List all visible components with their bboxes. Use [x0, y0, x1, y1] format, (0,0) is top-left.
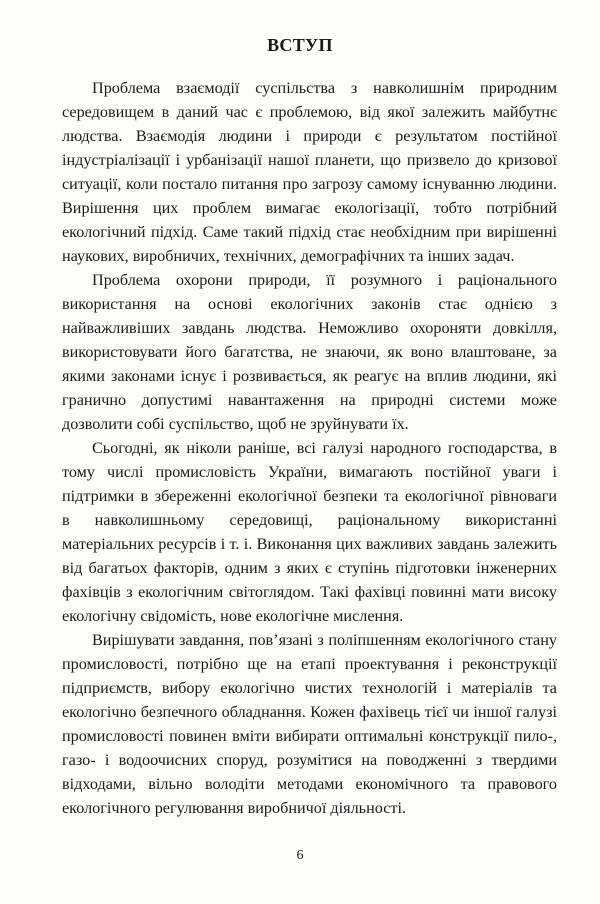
text-line: гранично допустимі навантаження на природні системи може — [62, 391, 557, 409]
text-line: використовувати його багатства, не знаючи, як воно влаштоване, за — [62, 343, 557, 361]
text-line: фахівців з екологічним світоглядом. Такі фахівці повинні мати високу — [62, 583, 557, 601]
text-line: дозволити собі суспільство, щоб не зруйнувати їх. — [62, 415, 409, 433]
text-line: тому числі промисловість України, вимагають постійної уваги і — [62, 463, 557, 481]
text-line: відходами, вільно володіти методами економічного та правового — [62, 775, 557, 793]
text-line: промисловості, потрібно ще на етапі проектування і реконструкції — [62, 655, 557, 673]
page-title: ВСТУП — [267, 35, 333, 55]
text-line: наукових, виробничих, технічних, демографічних та інших задач. — [62, 247, 515, 265]
paragraph — [62, 268, 557, 436]
text-line: середовищем в даний час є проблемою, від якої залежить майбутнє — [62, 103, 557, 121]
text-line: Проблема охорони природи, її розумного і раціонального — [92, 271, 557, 289]
text-line: Вирішувати завдання, пов’язані з поліпшенням екологічного стану — [92, 631, 557, 649]
page-number: 6 — [296, 848, 304, 863]
paragraph — [62, 628, 557, 820]
text-line: від багатьох факторів, одним з яких є ступінь підготовки інженерних — [62, 559, 557, 577]
paragraph — [62, 436, 557, 628]
text-line: в навколишньому середовищі, раціональному використанні — [62, 511, 557, 529]
text-line: екологічного регулювання виробничої діяльності. — [62, 799, 407, 817]
text-line: Вирішення цих проблем вимагає екологізації, тобто потрібний — [62, 199, 557, 217]
text-line: найважливіших завдань людства. Неможливо охороняти довкілля, — [62, 319, 557, 337]
text-line: екологічний підхід. Саме такий підхід стає необхідним при вирішенні — [62, 223, 557, 241]
text-line: людства. Взаємодія людини і природи є результатом постійної — [62, 127, 557, 145]
paragraph — [62, 76, 557, 268]
text-line: ситуації, коли постало питання про загрозу самому існуванню людини. — [62, 175, 557, 193]
text-line: промисловості повинен вміти вибирати оптимальні конструкції пило-, — [62, 727, 557, 745]
text-line: якими законами існує і розвивається, як реагує на вплив людини, які — [62, 367, 557, 385]
text-line: підприємств, вибору екологічно чистих технологій і матеріалів та — [62, 679, 557, 697]
text-line: використання на основі екологічних законів стає однією з — [62, 295, 557, 313]
text-line: Проблема взаємодії суспільства з навколишнім природним — [92, 79, 557, 97]
text-line: екологічно безпечного обладнання. Кожен фахівець тієї чи іншої галузі — [62, 703, 557, 721]
text-line: матеріальних ресурсів і т. і. Виконання цих важливих завдань залежить — [62, 535, 557, 553]
text-line: екологічну свідомість, нове екологічне мислення. — [62, 607, 404, 625]
text-line: індустріалізації і урбанізації нашої планети, що призвело до кризової — [62, 151, 557, 169]
text-line: Сьогодні, як ніколи раніше, всі галузі народного господарства, в — [92, 439, 557, 457]
text-line: підтримки в збереженні екологічної безпеки та екологічної рівноваги — [62, 487, 557, 505]
document-body — [62, 76, 557, 820]
text-line: газо- і водоочисних споруд, розумітися на поводженні з твердими — [62, 751, 557, 769]
